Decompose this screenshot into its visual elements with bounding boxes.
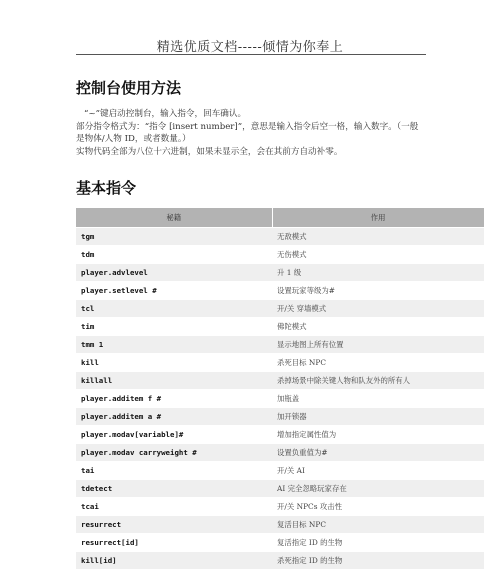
intro-line: “~”键启动控制台，输入指令，回车确认。 (76, 108, 426, 121)
table-row (76, 318, 484, 336)
effect-cell: 复活目标 NPC (272, 516, 484, 534)
effect-cell: 设置负重值为# (272, 444, 484, 462)
effect-cell: 加开锁器 (272, 408, 484, 426)
intro-paragraph (76, 108, 426, 158)
command-cell: player.additem f # (76, 390, 272, 408)
effect-cell: 开/关 AI (272, 462, 484, 480)
table-row (76, 282, 484, 300)
command-cell: player.setlevel # (76, 282, 272, 300)
table-row (76, 228, 484, 246)
command-cell: tgm (76, 228, 272, 246)
page-header-title: 精选优质文档-----倾情为你奉上 (0, 36, 500, 55)
intro-line: 实物代码全部为八位十六进制，如果未显示全，会在其前方自动补零。 (76, 146, 426, 159)
command-cell: player.modav[variable]# (76, 426, 272, 444)
commands-table (76, 208, 485, 569)
command-cell: kill (76, 354, 272, 372)
table-row (76, 390, 484, 408)
command-cell: player.modav carryweight # (76, 444, 272, 462)
effect-cell: 增加指定属性值为 (272, 426, 484, 444)
effect-cell: 显示地图上所有位置 (272, 336, 484, 354)
effect-cell: 无敌模式 (272, 228, 484, 246)
table-row (76, 264, 484, 282)
effect-cell: 杀死指定 ID 的生物 (272, 552, 484, 569)
command-cell: tdetect (76, 480, 272, 498)
command-cell: tai (76, 462, 272, 480)
section-heading-basic-commands: 基本指令 (76, 177, 136, 198)
effect-cell: 复活指定 ID 的生物 (272, 534, 484, 552)
intro-line: 部分指令格式为：“指令 [insert number]”，意思是输入指令后空一格，输入数字。（一般是物体/人物 ID，或者数量。） (76, 121, 426, 146)
command-cell: kill[id] (76, 552, 272, 569)
command-cell: tim (76, 318, 272, 336)
table-row (76, 444, 484, 462)
effect-cell: 开/关 NPCs 攻击性 (272, 498, 484, 516)
effect-cell: 开/关 穿墙模式 (272, 300, 484, 318)
command-cell: tmm 1 (76, 336, 272, 354)
table-row (76, 408, 484, 426)
table-row (76, 246, 484, 264)
command-cell: player.additem a # (76, 408, 272, 426)
command-cell: resurrect (76, 516, 272, 534)
effect-cell: 升 1 级 (272, 264, 484, 282)
column-header-effect: 作用 (272, 208, 484, 228)
command-cell: player.advlevel (76, 264, 272, 282)
column-header-cheat: 秘籍 (76, 208, 272, 228)
table-row (76, 552, 484, 569)
command-cell: tdm (76, 246, 272, 264)
command-cell: resurrect[id] (76, 534, 272, 552)
effect-cell: 杀死目标 NPC (272, 354, 484, 372)
table-row (76, 534, 484, 552)
table-row (76, 426, 484, 444)
effect-cell: 佛陀模式 (272, 318, 484, 336)
command-cell: killall (76, 372, 272, 390)
table-row (76, 336, 484, 354)
table-row (76, 480, 484, 498)
table-header-row (76, 208, 484, 228)
header-divider (76, 54, 426, 55)
section-heading-console-usage: 控制台使用方法 (76, 77, 181, 98)
effect-cell: AI 完全忽略玩家存在 (272, 480, 484, 498)
effect-cell: 杀掉场景中除关键人物和队友外的所有人 (272, 372, 484, 390)
command-cell: tcl (76, 300, 272, 318)
table-row (76, 372, 484, 390)
table-row (76, 300, 484, 318)
command-cell: tcai (76, 498, 272, 516)
table-row (76, 516, 484, 534)
table-row (76, 498, 484, 516)
effect-cell: 设置玩家等级为# (272, 282, 484, 300)
effect-cell: 无伤模式 (272, 246, 484, 264)
effect-cell: 加瓶盖 (272, 390, 484, 408)
table-row (76, 354, 484, 372)
table-row (76, 462, 484, 480)
